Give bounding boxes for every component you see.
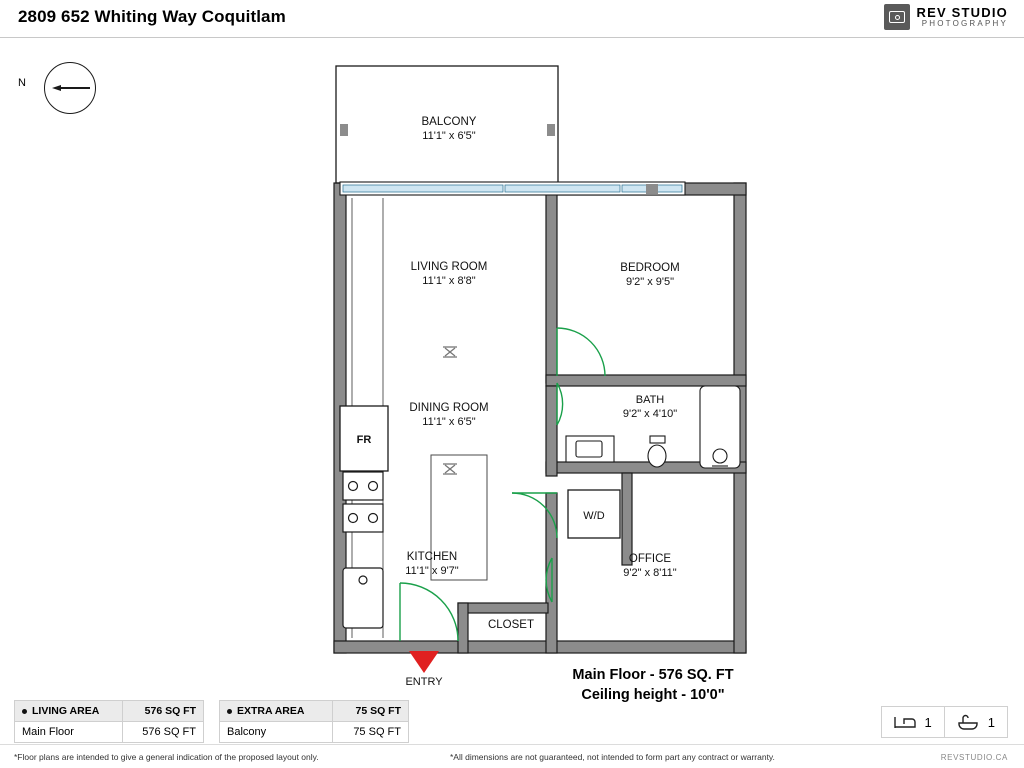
room-dim-bedroom: 9'2" x 9'5" bbox=[625, 276, 675, 288]
summary-ceiling: Ceiling height - 10'0" bbox=[581, 686, 725, 703]
room-label-bedroom: BEDROOM bbox=[620, 262, 680, 274]
living-area-header-value: 576 SQ FT bbox=[123, 701, 204, 722]
bathroom-count-badge bbox=[944, 707, 1007, 737]
bedroom-count: 1 bbox=[924, 714, 932, 730]
room-label-dining: DINING ROOM bbox=[409, 402, 489, 414]
room-dim-kitchen: 11'1" x 9'7" bbox=[405, 565, 459, 577]
header-bar bbox=[0, 0, 1024, 38]
room-label-living: LIVING ROOM bbox=[410, 261, 488, 273]
table-row bbox=[220, 722, 409, 743]
entry-marker-icon bbox=[409, 651, 439, 673]
room-label-balcony: BALCONY bbox=[421, 116, 477, 128]
cooktop bbox=[343, 472, 383, 532]
sliding-door-assembly bbox=[340, 182, 685, 195]
footer-divider bbox=[0, 744, 1024, 745]
wall-group bbox=[334, 183, 746, 653]
floorplan-canvas bbox=[0, 38, 1024, 688]
extra-area-header-value: 75 SQ FT bbox=[332, 701, 408, 722]
entry-label: ENTRY bbox=[405, 676, 443, 688]
bath-icon bbox=[957, 714, 979, 731]
extra-area-row-label: Balcony bbox=[220, 722, 333, 743]
bedroom-count-badge bbox=[882, 707, 944, 737]
camera-icon bbox=[884, 4, 910, 30]
extra-area-table bbox=[219, 700, 409, 743]
brand-text bbox=[917, 6, 1008, 28]
kitchen-sink bbox=[343, 568, 383, 628]
office-window-mark bbox=[646, 642, 658, 652]
brand-tagline: PHOTOGRAPHY bbox=[921, 18, 1008, 28]
room-dim-living: 11'1" x 8'8" bbox=[422, 275, 476, 287]
room-label-kitchen: KITCHEN bbox=[406, 551, 458, 563]
bedroom-door-swing bbox=[557, 328, 605, 376]
extra-area-row-value: 75 SQ FT bbox=[332, 722, 408, 743]
bullet-icon bbox=[22, 709, 27, 714]
living-area-row-label: Main Floor bbox=[15, 722, 123, 743]
compass-north-label: N bbox=[18, 77, 26, 89]
room-label-office: OFFICE bbox=[628, 553, 672, 565]
living-area-table bbox=[14, 700, 204, 743]
living-area-header-label: LIVING AREA bbox=[15, 701, 123, 722]
brand-name: REV STUDIO bbox=[916, 4, 1008, 20]
living-ceiling-fixture-icon bbox=[443, 347, 457, 357]
entry-door-swing bbox=[400, 583, 458, 641]
room-label-closet: CLOSET bbox=[487, 619, 535, 631]
bathroom-count: 1 bbox=[987, 714, 995, 730]
dining-ceiling-fixture-icon bbox=[443, 464, 457, 474]
living-area-row-value: 576 SQ FT bbox=[123, 722, 204, 743]
extra-area-header-label: EXTRA AREA bbox=[220, 701, 333, 722]
room-label-bath: BATH bbox=[635, 394, 665, 406]
summary-area: Main Floor - 576 SQ. FT bbox=[572, 667, 734, 683]
page-title: 2809 652 Whiting Way Coquitlam bbox=[18, 7, 286, 26]
disclaimer-left: *Floor plans are intended to give a general indication of the proposed layout only. bbox=[14, 752, 319, 762]
refrigerator-label: FR bbox=[356, 434, 372, 446]
room-dim-office: 9'2" x 8'11" bbox=[623, 567, 677, 579]
room-dim-bath: 9'2" x 4'10" bbox=[622, 408, 678, 420]
bed-icon bbox=[894, 715, 916, 730]
brand-logo bbox=[884, 4, 1008, 30]
washer-dryer-label: W/D bbox=[583, 510, 605, 522]
watermark-url: REVSTUDIO.CA bbox=[940, 753, 1008, 762]
disclaimer-right: *All dimensions are not guaranteed, not intended to form part any contract or warranty. bbox=[450, 752, 775, 762]
table-row bbox=[15, 722, 204, 743]
bullet-icon bbox=[227, 709, 232, 714]
bath-door-swing bbox=[557, 383, 563, 425]
room-dim-dining: 11'1" x 6'5" bbox=[422, 416, 476, 428]
room-count-badges bbox=[881, 706, 1008, 738]
room-dim-balcony: 11'1" x 6'5" bbox=[422, 130, 476, 142]
floor-summary bbox=[548, 666, 758, 705]
